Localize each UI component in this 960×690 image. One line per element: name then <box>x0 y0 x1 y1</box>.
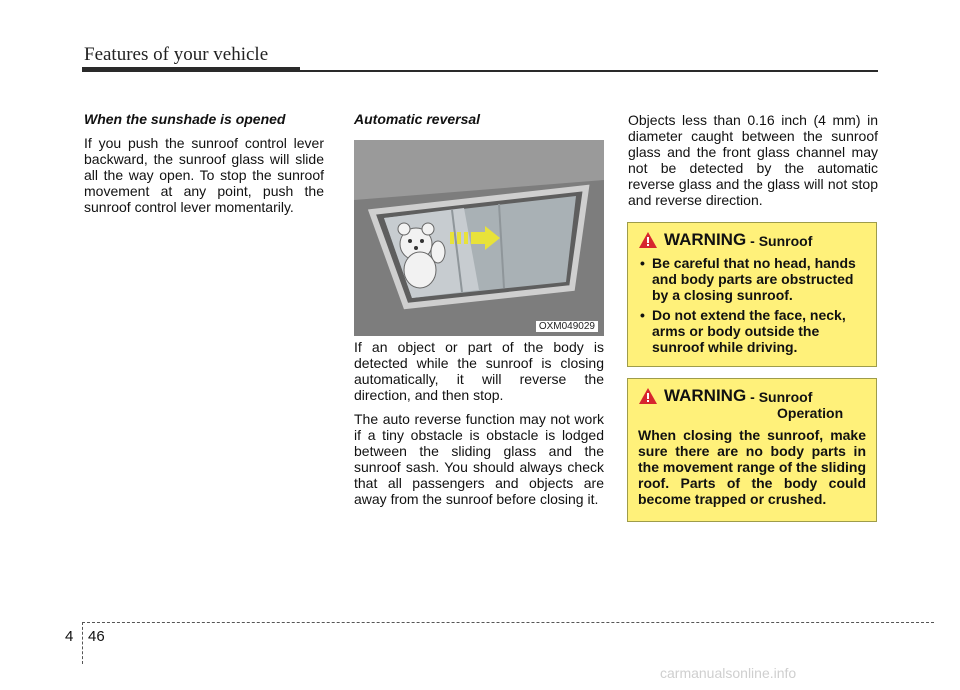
sunroof-illustration <box>354 140 604 336</box>
warning-triangle-icon <box>638 231 658 249</box>
page-number: 46 <box>88 628 105 645</box>
warning-box-sunroof-operation <box>627 378 877 522</box>
figure-code: OXM049029 <box>536 321 598 332</box>
warning-label: WARNING <box>664 386 747 405</box>
header-rule-thin <box>300 70 878 72</box>
warning-list <box>638 255 866 355</box>
paragraph: Objects less than 0.16 inch (4 mm) in diameter caught between the sunroof glass and the front glass channel may not be detected by the automatic reverse glass and the glass will not stop and reverse direction. <box>628 112 878 208</box>
subheading-sunshade-opened: When the sunshade is opened <box>84 111 286 127</box>
footer-rule <box>82 622 934 623</box>
paragraph: If an object or part of the body is detected while the sunroof is closing automatically, it will reverse the direction, and then stop. <box>354 339 604 403</box>
right-column <box>628 112 878 216</box>
paragraph: The auto reverse function may not work if a tiny obstacle is obstacle is lodged between the sliding glass and the sunroof sash. You should always check that all passengers and objects are away from the sunroof before closing it. <box>354 411 604 507</box>
warning-topic: - Sunroof <box>750 389 813 405</box>
header-rule-thick <box>82 67 300 72</box>
warning-label: WARNING <box>664 230 747 249</box>
footer-divider <box>82 622 83 664</box>
list-item: • Be careful that no head, hands and body parts are obstructed by a closing sunroof. <box>638 255 866 303</box>
warning-triangle-icon <box>638 387 658 405</box>
warning-box-sunroof <box>627 222 877 367</box>
section-title: Features of your vehicle <box>84 44 269 65</box>
chapter-number: 4 <box>65 628 74 645</box>
left-column <box>84 111 324 223</box>
sunroof-drawing <box>354 140 604 336</box>
watermark: carmanualsonline.info <box>660 665 797 681</box>
subheading-automatic-reversal: Automatic reversal <box>354 111 481 127</box>
paragraph: If you push the sunroof control lever backward, the sunroof glass will slide all the way open. To stop the sunroof movement at any point, push the sunroof control lever momentarily. <box>84 135 324 215</box>
list-item: • Do not extend the face, neck, arms or body outside the sunroof while driving. <box>638 307 866 355</box>
warning-topic-continued: Operation <box>777 405 844 421</box>
warning-topic: - Sunroof <box>750 233 813 249</box>
warning-body: When closing the sunroof, make sure there are no body parts in the movement range of the sliding roof. Parts of the body could become trapped or crushed. <box>638 427 866 507</box>
